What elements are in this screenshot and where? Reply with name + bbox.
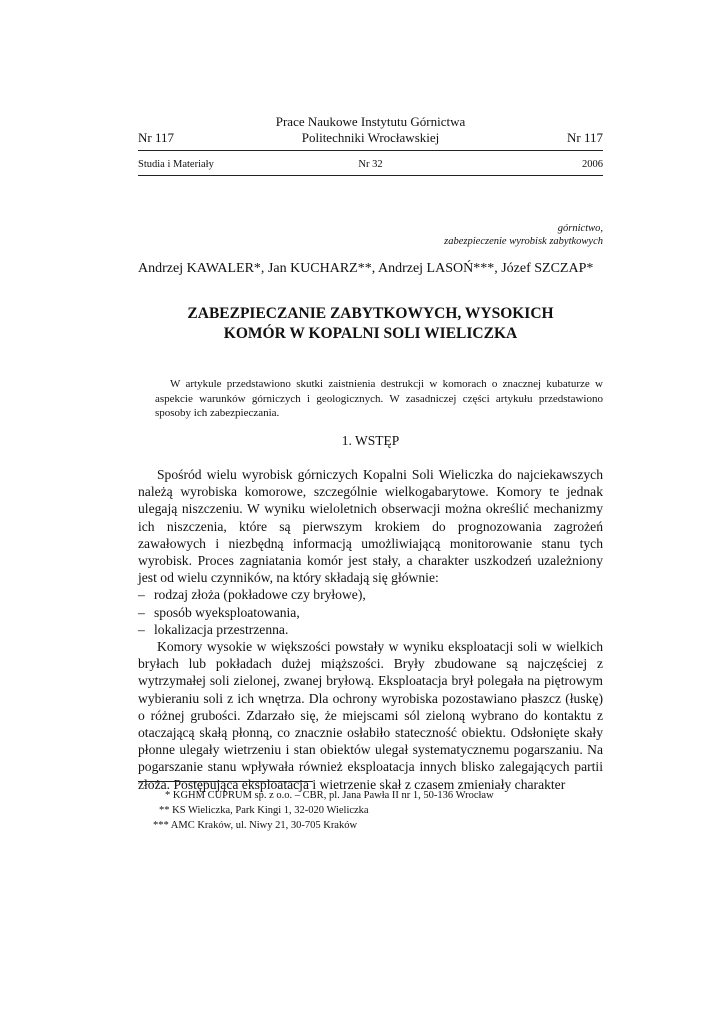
list-item	[138, 621, 603, 638]
keyword-line-2: zabezpieczenie wyrobisk zabytkowych	[444, 236, 603, 247]
factor-list	[138, 586, 603, 638]
footnote-3: *** AMC Kraków, ul. Niwy 21, 30-705 Kraków	[153, 820, 358, 831]
authors: Andrzej KAWALER*, Jan KUCHARZ**, Andrzej LASOŃ***, Józef SZCZAP*	[138, 261, 594, 276]
footnote-1: * KGHM CUPRUM sp. z o.o. – CBR, pl. Jana Pawła II nr 1, 50-136 Wrocław	[165, 790, 494, 801]
footnote-separator	[138, 781, 313, 782]
footnote-2: ** KS Wieliczka, Park Kingi 1, 32-020 Wieliczka	[159, 805, 369, 816]
list-dash: –	[138, 621, 145, 637]
header-rule-top	[138, 150, 603, 151]
abstract-text: W artykule przedstawiono skutki zaistnienia destrukcji w komorach o znacznej kubaturze w aspekcie warunków górniczych i geologicznych. W zasadniczej części artykułu przedstawiono sposoby ich zabezpieczania.	[155, 378, 603, 419]
series-name: Studia i Materiały	[138, 159, 214, 170]
title-line-1: ZABEZPIECZANIE ZABYTKOWYCH, WYSOKICH	[187, 305, 554, 322]
paragraph-1: Spośród wielu wyrobisk górniczych Kopalni Soli Wieliczka do najciekawszych należą wyrobiska komorowe, szczególnie wielkogabarytowe. Komory te jednak ulegają niszczeniu. W wyniku wieloletnich obserwacji można określić mechanizmy ich niszczenia, które są pierwszym krokiem do prognozowania zagrożeń zawałowych i niezbędną informacją umożliwiającą monitorowanie stanu tych wyrobisk. Proces zagniatania komór jest stały, a charakter uszkodzeń uzależniony jest od wielu czynników, na który składają się głównie:	[138, 467, 603, 586]
paper-title	[138, 304, 603, 344]
list-item-text: lokalizacja przestrzenna.	[154, 621, 289, 637]
list-dash: –	[138, 587, 145, 603]
body-text	[138, 466, 603, 793]
section-heading: 1. WSTĘP	[341, 433, 400, 448]
keywords	[138, 222, 603, 248]
issue-number-right: Nr 117	[567, 130, 603, 145]
list-item	[138, 604, 603, 621]
abstract	[155, 377, 603, 421]
title-line-2: KOMÓR W KOPALNI SOLI WIELICZKA	[223, 325, 518, 342]
issue-number-left: Nr 117	[138, 130, 174, 145]
footnotes	[138, 788, 603, 833]
list-item-text: sposób wyeksploatowania,	[154, 604, 300, 620]
publication-year: 2006	[582, 159, 603, 170]
journal-name-line1: Prace Naukowe Instytutu Górnictwa	[275, 114, 466, 129]
list-dash: –	[138, 604, 145, 620]
keyword-line-1: górnictwo,	[557, 223, 603, 234]
list-item	[138, 586, 603, 603]
list-item-text: rodzaj złoża (pokładowe czy bryłowe),	[154, 587, 366, 603]
paragraph-2: Komory wysokie w większości powstały w wyniku eksploatacji soli w wielkich bryłach lub pokładach dużej miąższości. Bryły zbudowane są najczęściej z wytrzymałej soli zielonej, zwanej bryłową. Eksploatacja brył polegała na piętrowym wybieraniu soli z ich wnętrza. Dla ochrony wyrobiska pozostawiano płaszcz (łuskę) o różnej grubości. Zdarzało się, że miejscami sól zieloną wybrano do kontaktu z otaczającą skałą płonną, co znacznie osłabiło stateczność obiektu. Odsłonięte skały płonne ulegały wietrzeniu i stan obiektów ulegał systematycznemu pogarszaniu. Na pogarszanie stanu wpływała również eksploatacja innych blisko zalegających partii złoża. Postępująca eksploatacja i wietrzenie skał z czasem zmieniały charakter	[138, 639, 603, 792]
journal-name-line2: Politechniki Wrocławskiej	[301, 130, 440, 145]
header-rule-bottom	[138, 175, 603, 176]
series-number: Nr 32	[358, 159, 383, 170]
